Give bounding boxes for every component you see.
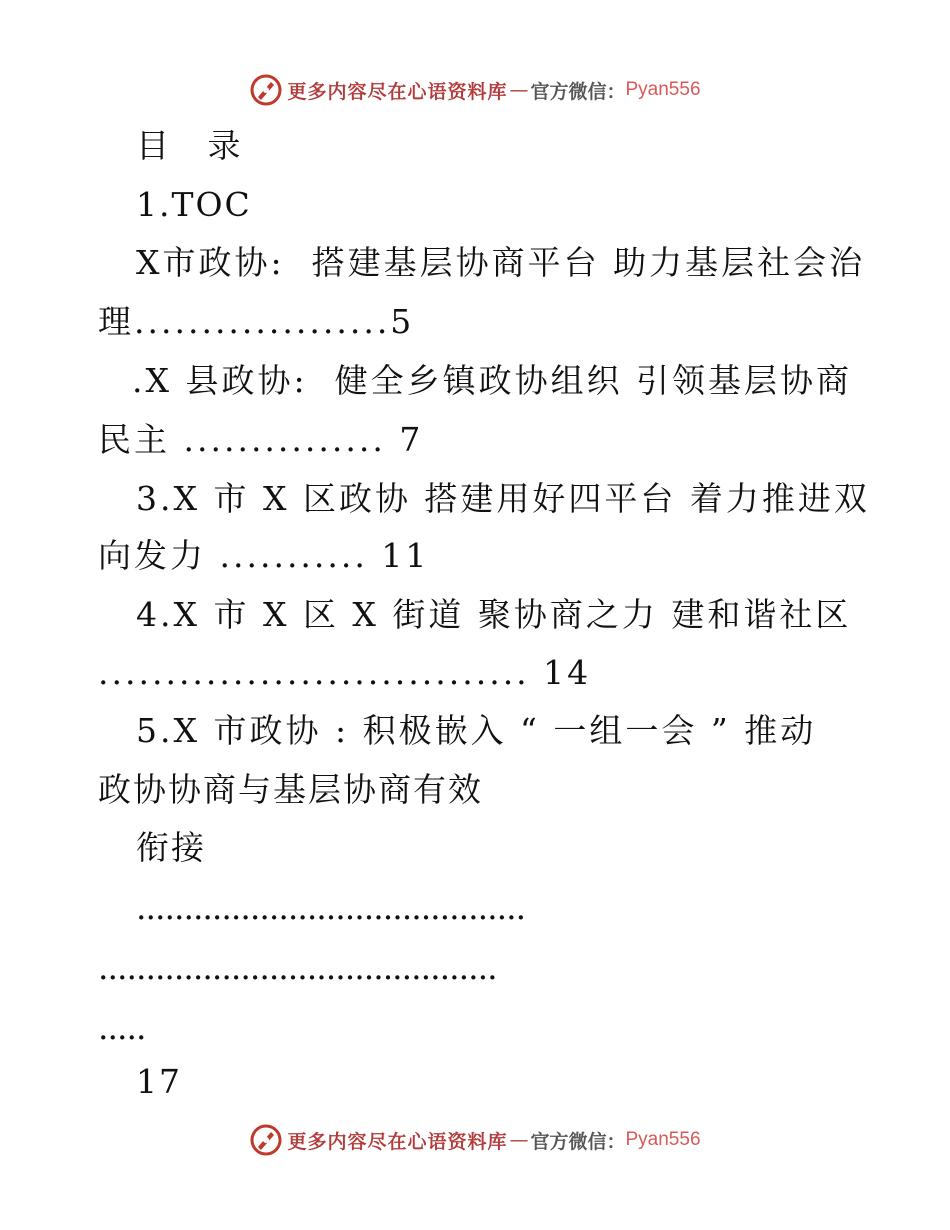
toc-line: .X 县政协: 健全乡镇政协组织 引领基层协商: [132, 361, 853, 400]
pen-logo-icon: [249, 73, 283, 107]
toc-line: 政协协商与基层协商有效: [98, 770, 483, 809]
watermark-footer: [0, 1120, 950, 1160]
watermark-wechat-id: Pyan556: [625, 79, 701, 100]
toc-line: 4.X 市 X 区 X 街道 聚协商之力 建和谐社区: [136, 595, 852, 634]
toc-line: .........................................: [136, 888, 526, 927]
toc-page-number: 17: [136, 1062, 182, 1101]
toc-line: ................................ 14: [98, 653, 592, 692]
watermark-main-text: 更多内容尽在心语资料库: [287, 1130, 508, 1153]
toc-line: X市政协: 搭建基层协商平台 助力基层社会治: [136, 243, 866, 282]
toc-line: 衔接: [136, 828, 206, 867]
watermark-main-text: 更多内容尽在心语资料库: [287, 80, 508, 103]
watermark-label: 官方微信：: [530, 80, 626, 103]
watermark-label: 官方微信：: [530, 1130, 626, 1153]
watermark-header: [0, 70, 950, 110]
toc-line: 向发力 ........... 11: [98, 536, 430, 575]
watermark-separator: —: [509, 1129, 529, 1151]
toc-heading: 目 录: [136, 126, 255, 165]
toc-line: 5.X 市政协 : 积极嵌入 “ 一组一会 ” 推动: [136, 711, 817, 750]
watermark-separator: —: [509, 79, 529, 101]
toc-line: .....: [98, 1008, 146, 1047]
toc-line: 民主 ............... 7: [98, 420, 424, 459]
toc-line: 理...................5: [98, 302, 415, 341]
watermark-wechat-id: Pyan556: [625, 1129, 701, 1150]
toc-line: 1.TOC: [136, 185, 252, 224]
toc-line: ..........................................: [98, 948, 497, 987]
pen-logo-icon: [249, 1123, 283, 1157]
toc-line: 3.X 市 X 区政协 搭建用好四平台 着力推进双: [136, 479, 870, 518]
